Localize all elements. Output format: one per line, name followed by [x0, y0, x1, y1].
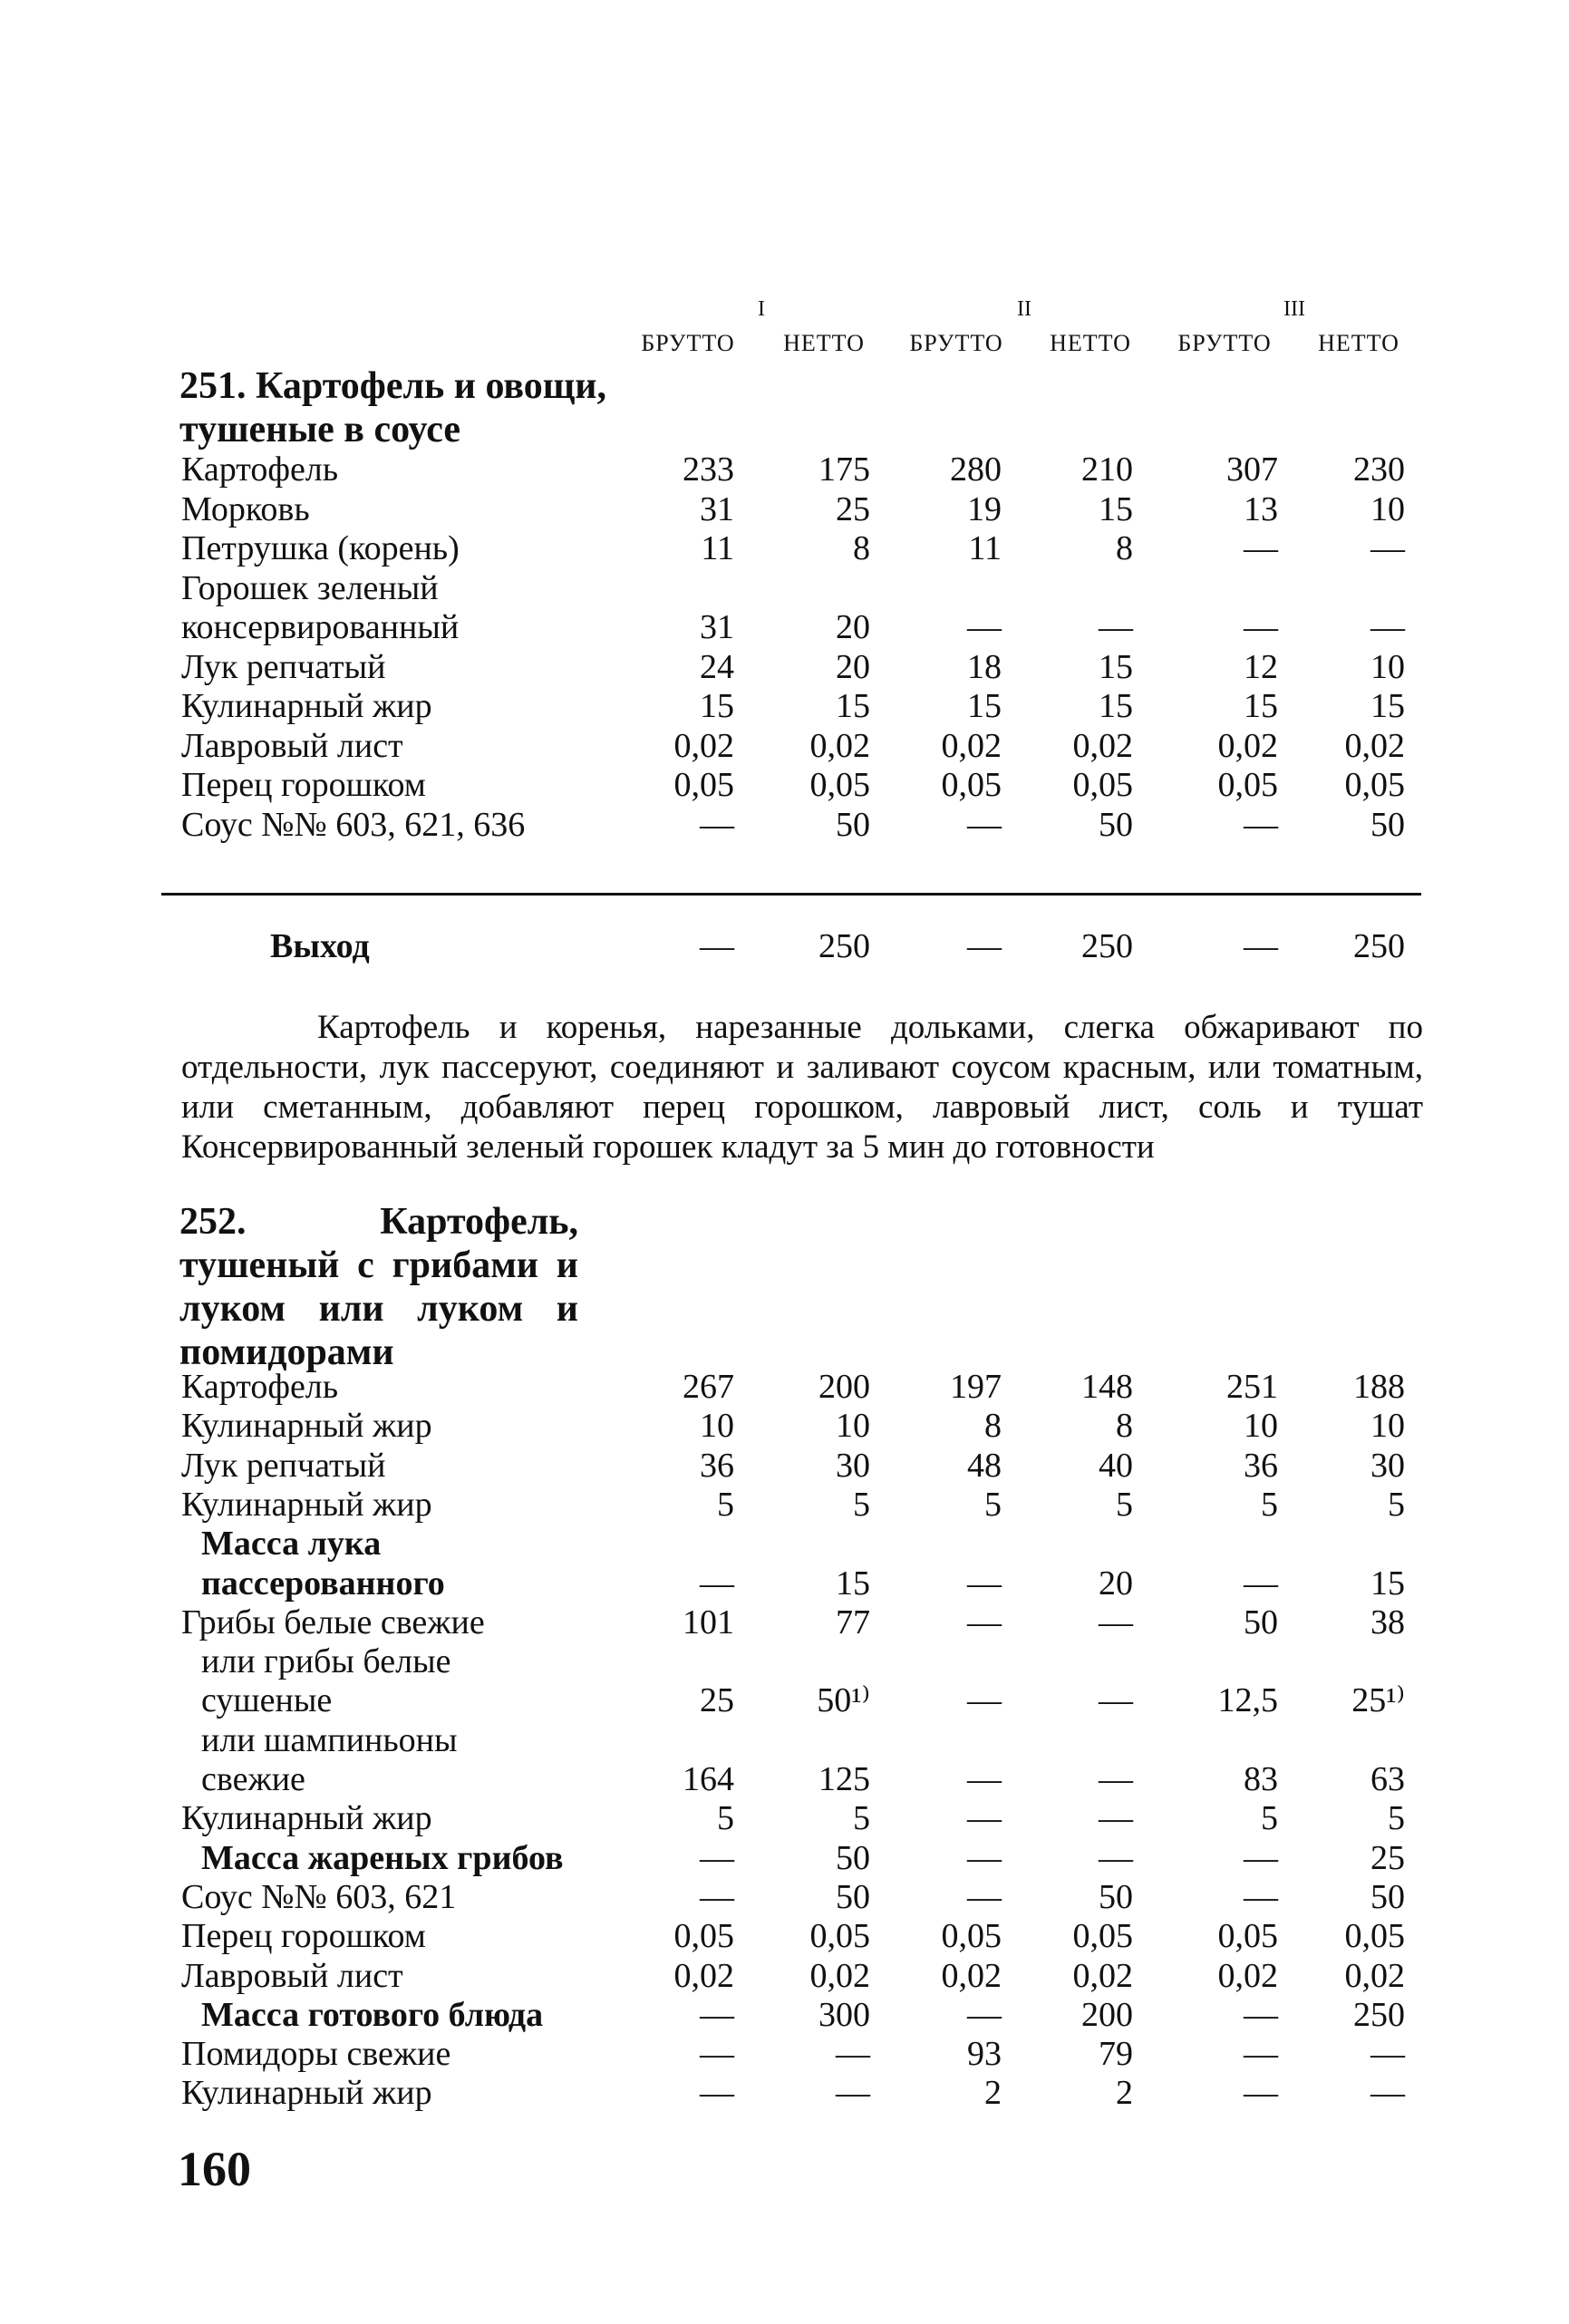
ingredient-value: 25 — [1370, 1838, 1405, 1877]
ingredient-name: Кулинарный жир — [181, 1485, 432, 1524]
ingredient-value: 307 — [1226, 450, 1278, 489]
ingredient-value: 10 — [1244, 1407, 1278, 1446]
col-netto-1: НЕТТО — [783, 330, 865, 356]
ingredient-name: Помидоры свежие — [181, 2035, 451, 2074]
yield-row — [0, 926, 1569, 966]
ingredient-value: — — [967, 1603, 1002, 1641]
table-row — [0, 450, 1569, 489]
ingredient-name: Петрушка (корень) — [181, 529, 460, 567]
ingredient-name: Кулинарный жир — [181, 687, 432, 725]
ingredient-value: 15 — [836, 1564, 870, 1603]
ingredient-value: — — [967, 1760, 1002, 1798]
ingredient-value: — — [1099, 1681, 1133, 1720]
ingredient-value: 2 — [1116, 2074, 1133, 2113]
ingredient-value: 50 — [1099, 1877, 1133, 1916]
ingredient-value: 20 — [836, 608, 870, 646]
ingredient-value: 10 — [1370, 489, 1405, 528]
table-row — [0, 1564, 1569, 1603]
ingredient-name: или шампиньоны — [201, 1720, 458, 1759]
ingredient-value: 38 — [1370, 1603, 1405, 1641]
recipe-252-title: 252. Картофель, тушеный с грибами и луком или луком и помидорами — [179, 1201, 578, 1373]
ingredient-name: Масса лука — [201, 1525, 382, 1564]
ingredient-value: 197 — [950, 1368, 1002, 1406]
recipe-251-title: 251. Картофель и овощи, тушеные в соусе — [179, 365, 606, 450]
ingredient-value: 11 — [968, 529, 1002, 567]
ingredient-value: 0,05 — [809, 1917, 870, 1956]
ingredient-name: консервированный — [181, 608, 460, 646]
ingredient-value: 50 — [836, 1877, 870, 1916]
group-ii-label: II — [1017, 297, 1031, 321]
table-row — [0, 1641, 1569, 1681]
group-iii-label: III — [1283, 297, 1305, 321]
ingredient-name: Грибы белые свежие — [181, 1603, 485, 1641]
ingredient-name: Лавровый лист — [181, 1956, 403, 1995]
ingredient-value: 50 — [1244, 1603, 1278, 1641]
ingredient-value: 50 — [836, 805, 870, 844]
table-row — [0, 1485, 1569, 1525]
ingredient-value: — — [700, 1564, 734, 1603]
ingredient-value: 0,02 — [1344, 1956, 1405, 1995]
col-brutto-3: БРУТТО — [1177, 330, 1272, 356]
ingredient-value: 10 — [836, 1407, 870, 1446]
ingredient-value: 15 — [1370, 687, 1405, 725]
ingredient-value: 0,05 — [809, 766, 870, 804]
table-row — [0, 2034, 1569, 2074]
ingredient-value: — — [967, 1564, 1002, 1603]
ingredient-name: Перец горошком — [181, 1917, 426, 1956]
ingredient-value: 20 — [836, 647, 870, 686]
col-netto-2: НЕТТО — [1050, 330, 1131, 356]
ingredient-value: — — [1244, 805, 1278, 844]
ingredient-value: 5 — [1388, 1485, 1405, 1524]
ingredient-value: 200 — [1081, 1995, 1133, 2034]
yield-value: — — [700, 927, 734, 965]
col-brutto-2: БРУТТО — [909, 330, 1003, 356]
table-divider — [161, 893, 1421, 896]
table-row — [0, 686, 1569, 726]
ingredient-name: Соус №№ 603, 621, 636 — [181, 805, 526, 844]
table-row — [0, 2073, 1569, 2113]
ingredient-value: 0,02 — [1072, 1956, 1133, 1995]
table-row — [0, 805, 1569, 845]
ingredient-value: 30 — [836, 1446, 870, 1485]
ingredient-value: — — [1099, 1760, 1133, 1798]
ingredient-value: — — [967, 608, 1002, 646]
ingredient-value: 10 — [1370, 1407, 1405, 1446]
ingredient-value: 31 — [700, 489, 734, 528]
table-row — [0, 1877, 1569, 1917]
ingredient-value: — — [1244, 1564, 1278, 1603]
ingredient-value: 0,05 — [673, 766, 734, 804]
ingredient-value: — — [1099, 1603, 1133, 1641]
ingredient-value: 5 — [717, 1485, 734, 1524]
ingredient-value: 0,02 — [809, 1956, 870, 1995]
ingredient-value: 40 — [1099, 1446, 1133, 1485]
ingredient-name: Картофель — [181, 1368, 339, 1406]
ingredient-value: 230 — [1353, 450, 1405, 489]
table-row — [0, 489, 1569, 529]
table-row — [0, 1995, 1569, 2035]
ingredient-value: 15 — [1099, 489, 1133, 528]
table-row — [0, 1680, 1569, 1720]
table-row — [0, 1720, 1569, 1760]
ingredient-value: 36 — [700, 1446, 734, 1485]
ingredient-value: 0,02 — [941, 1956, 1002, 1995]
ingredient-value: — — [967, 1681, 1002, 1720]
ingredient-value: 15 — [1099, 647, 1133, 686]
ingredient-value: 251 — [1226, 1368, 1278, 1406]
table-row — [0, 765, 1569, 805]
ingredient-value: 8 — [1116, 529, 1133, 567]
ingredient-value: 0,05 — [1344, 1917, 1405, 1956]
ingredient-value: 5 — [853, 1485, 870, 1524]
yield-label: Выход — [270, 927, 370, 965]
ingredient-value: 20 — [1099, 1564, 1133, 1603]
ingredient-name: или грибы белые — [201, 1642, 451, 1681]
ingredient-value: 125 — [818, 1760, 870, 1798]
ingredient-value: 93 — [967, 2035, 1002, 2074]
ingredient-value: 2 — [984, 2074, 1002, 2113]
recipe-251-description — [181, 1008, 1423, 1167]
ingredient-value: 5 — [984, 1485, 1002, 1524]
ingredient-value: 200 — [818, 1368, 870, 1406]
ingredient-value: 50 — [1099, 805, 1133, 844]
table-row — [0, 1916, 1569, 1956]
group-i-label: I — [758, 297, 765, 321]
ingredient-value: 5 — [1261, 1799, 1278, 1838]
ingredient-value: 15 — [700, 687, 734, 725]
ingredient-value: 5 — [1388, 1799, 1405, 1838]
ingredient-name: Кулинарный жир — [181, 1407, 432, 1446]
table-row — [0, 1798, 1569, 1838]
ingredient-value: 36 — [1244, 1446, 1278, 1485]
ingredient-name: Морковь — [181, 489, 310, 528]
ingredient-value: — — [1099, 1838, 1133, 1877]
ingredient-value: 15 — [836, 687, 870, 725]
ingredient-value: 0,02 — [1072, 726, 1133, 765]
ingredient-value: 11 — [701, 529, 734, 567]
table-row — [0, 1524, 1569, 1564]
ingredient-value: 300 — [818, 1995, 870, 2034]
table-row — [0, 1367, 1569, 1407]
ingredient-value: 8 — [1116, 1407, 1133, 1446]
ingredient-value: 50 — [836, 1838, 870, 1877]
ingredient-value: 148 — [1081, 1368, 1133, 1406]
ingredient-value: — — [1244, 1995, 1278, 2034]
ingredient-value: 19 — [967, 489, 1002, 528]
table-row — [0, 528, 1569, 568]
ingredient-value: — — [1099, 1799, 1133, 1838]
ingredient-value: — — [700, 2035, 734, 2074]
ingredient-value: — — [1370, 2035, 1405, 2074]
ingredient-value: 5 — [1116, 1485, 1133, 1524]
ingredient-name: Перец горошком — [181, 766, 426, 804]
ingredient-value: — — [967, 1799, 1002, 1838]
ingredient-value: 50¹⁾ — [817, 1681, 870, 1720]
ingredient-value: — — [700, 1995, 734, 2034]
ingredient-value: 31 — [700, 608, 734, 646]
ingredient-value: 0,02 — [673, 726, 734, 765]
ingredient-value: 10 — [700, 1407, 734, 1446]
ingredient-value: 8 — [853, 529, 870, 567]
ingredient-value: 0,05 — [1217, 766, 1278, 804]
ingredient-value: 0,02 — [1344, 726, 1405, 765]
ingredient-value: 250 — [1353, 1995, 1405, 2034]
ingredient-value: 18 — [967, 647, 1002, 686]
table-row — [0, 1446, 1569, 1486]
ingredient-name: Кулинарный жир — [181, 1799, 432, 1838]
ingredient-value: 280 — [950, 450, 1002, 489]
ingredient-value: 0,02 — [1217, 726, 1278, 765]
ingredient-value: — — [1244, 608, 1278, 646]
ingredient-value: 0,02 — [1217, 1956, 1278, 1995]
ingredient-value: 164 — [683, 1760, 734, 1798]
ingredient-value: — — [1370, 608, 1405, 646]
ingredient-value: — — [700, 2074, 734, 2113]
ingredient-value: 25 — [700, 1681, 734, 1720]
ingredient-value: — — [836, 2035, 870, 2074]
table-row — [0, 607, 1569, 647]
ingredient-name: Картофель — [181, 450, 339, 489]
yield-value: 250 — [1081, 927, 1133, 965]
ingredient-value: 79 — [1099, 2035, 1133, 2074]
yield-value: — — [967, 927, 1002, 965]
ingredient-value: 233 — [683, 450, 734, 489]
ingredient-value: 12,5 — [1217, 1681, 1278, 1720]
ingredient-value: 12 — [1244, 647, 1278, 686]
ingredient-name: Кулинарный жир — [181, 2074, 432, 2113]
ingredient-value: 210 — [1081, 450, 1133, 489]
ingredient-name: сушеные — [201, 1681, 333, 1720]
yield-value: 250 — [1353, 927, 1405, 965]
ingredient-value: — — [1244, 2035, 1278, 2074]
ingredient-value: — — [1244, 529, 1278, 567]
ingredient-value: 175 — [818, 450, 870, 489]
ingredient-value: — — [967, 1838, 1002, 1877]
table-row — [0, 568, 1569, 608]
ingredient-value: — — [1244, 2074, 1278, 2113]
ingredient-name: свежие — [201, 1760, 305, 1798]
ingredient-value: 13 — [1244, 489, 1278, 528]
yield-value: — — [1244, 927, 1278, 965]
ingredient-name: Лук репчатый — [181, 647, 386, 686]
col-brutto-1: БРУТТО — [641, 330, 735, 356]
ingredient-value: 50 — [1370, 805, 1405, 844]
table-row — [0, 647, 1569, 687]
yield-value: 250 — [818, 927, 870, 965]
ingredient-value: 24 — [700, 647, 734, 686]
ingredient-value: — — [1244, 1838, 1278, 1877]
ingredient-name: Лавровый лист — [181, 726, 403, 765]
ingredient-name: пассерованного — [201, 1564, 445, 1603]
table-row — [0, 1759, 1569, 1799]
ingredient-value: 0,05 — [1344, 766, 1405, 804]
ingredient-value: 25 — [836, 489, 870, 528]
ingredient-value: — — [1099, 608, 1133, 646]
ingredient-value: 101 — [683, 1603, 734, 1641]
ingredient-value: 25¹⁾ — [1351, 1681, 1405, 1720]
ingredient-value: 63 — [1370, 1760, 1405, 1798]
ingredient-value: 0,05 — [941, 766, 1002, 804]
ingredient-value: 8 — [984, 1407, 1002, 1446]
ingredient-value: 10 — [1370, 647, 1405, 686]
ingredient-name: Соус №№ 603, 621 — [181, 1877, 457, 1916]
ingredient-value: 0,05 — [941, 1917, 1002, 1956]
ingredient-value: 0,05 — [673, 1917, 734, 1956]
ingredient-value: 188 — [1353, 1368, 1405, 1406]
ingredient-value: — — [967, 1877, 1002, 1916]
table-row — [0, 726, 1569, 766]
ingredient-value: 0,05 — [1217, 1917, 1278, 1956]
ingredient-value: 15 — [967, 687, 1002, 725]
ingredient-value: — — [836, 2074, 870, 2113]
ingredient-value: 15 — [1244, 687, 1278, 725]
page-number: 160 — [178, 2142, 251, 2196]
ingredient-value: 0,05 — [1072, 1917, 1133, 1956]
ingredient-value: 48 — [967, 1446, 1002, 1485]
ingredient-value: — — [967, 805, 1002, 844]
col-netto-3: НЕТТО — [1318, 330, 1400, 356]
ingredient-value: 0,02 — [941, 726, 1002, 765]
ingredient-name: Лук репчатый — [181, 1446, 386, 1485]
ingredient-name: Масса жареных грибов — [201, 1838, 564, 1877]
ingredient-value: — — [1244, 1877, 1278, 1916]
ingredient-value: — — [700, 1877, 734, 1916]
ingredient-name: Горошек зеленый — [181, 568, 439, 607]
ingredient-value: 15 — [1370, 1564, 1405, 1603]
ingredient-value: 50 — [1370, 1877, 1405, 1916]
ingredient-value: 0,02 — [673, 1956, 734, 1995]
table-row — [0, 1603, 1569, 1642]
ingredient-value: 267 — [683, 1368, 734, 1406]
table-row — [0, 1956, 1569, 1996]
description-text: Картофель и коренья, нарезанные дольками, слегка обжаривают по отдельности, лук пассеруют, соединяют и заливают соусом красным, или томатным, или сметанным, добавляют перец горошком, лавровый лист, соль и тушат Консервированный зеленый горошек кладут за 5 мин до готовности — [181, 1009, 1423, 1166]
ingredient-value: 30 — [1370, 1446, 1405, 1485]
ingredient-value: 5 — [717, 1799, 734, 1838]
ingredient-name: Масса готового блюда — [201, 1995, 544, 2034]
ingredient-value: 15 — [1099, 687, 1133, 725]
ingredient-value: 83 — [1244, 1760, 1278, 1798]
ingredient-value: — — [700, 805, 734, 844]
ingredient-value: — — [700, 1838, 734, 1877]
ingredient-value: 5 — [1261, 1485, 1278, 1524]
ingredient-value: 0,05 — [1072, 766, 1133, 804]
ingredient-value: 5 — [853, 1799, 870, 1838]
ingredient-value: — — [967, 1995, 1002, 2034]
ingredient-value: 0,02 — [809, 726, 870, 765]
ingredient-value: — — [1370, 2074, 1405, 2113]
ingredient-value: — — [1370, 529, 1405, 567]
ingredient-value: 77 — [836, 1603, 870, 1641]
table-row — [0, 1838, 1569, 1878]
table-row — [0, 1406, 1569, 1446]
